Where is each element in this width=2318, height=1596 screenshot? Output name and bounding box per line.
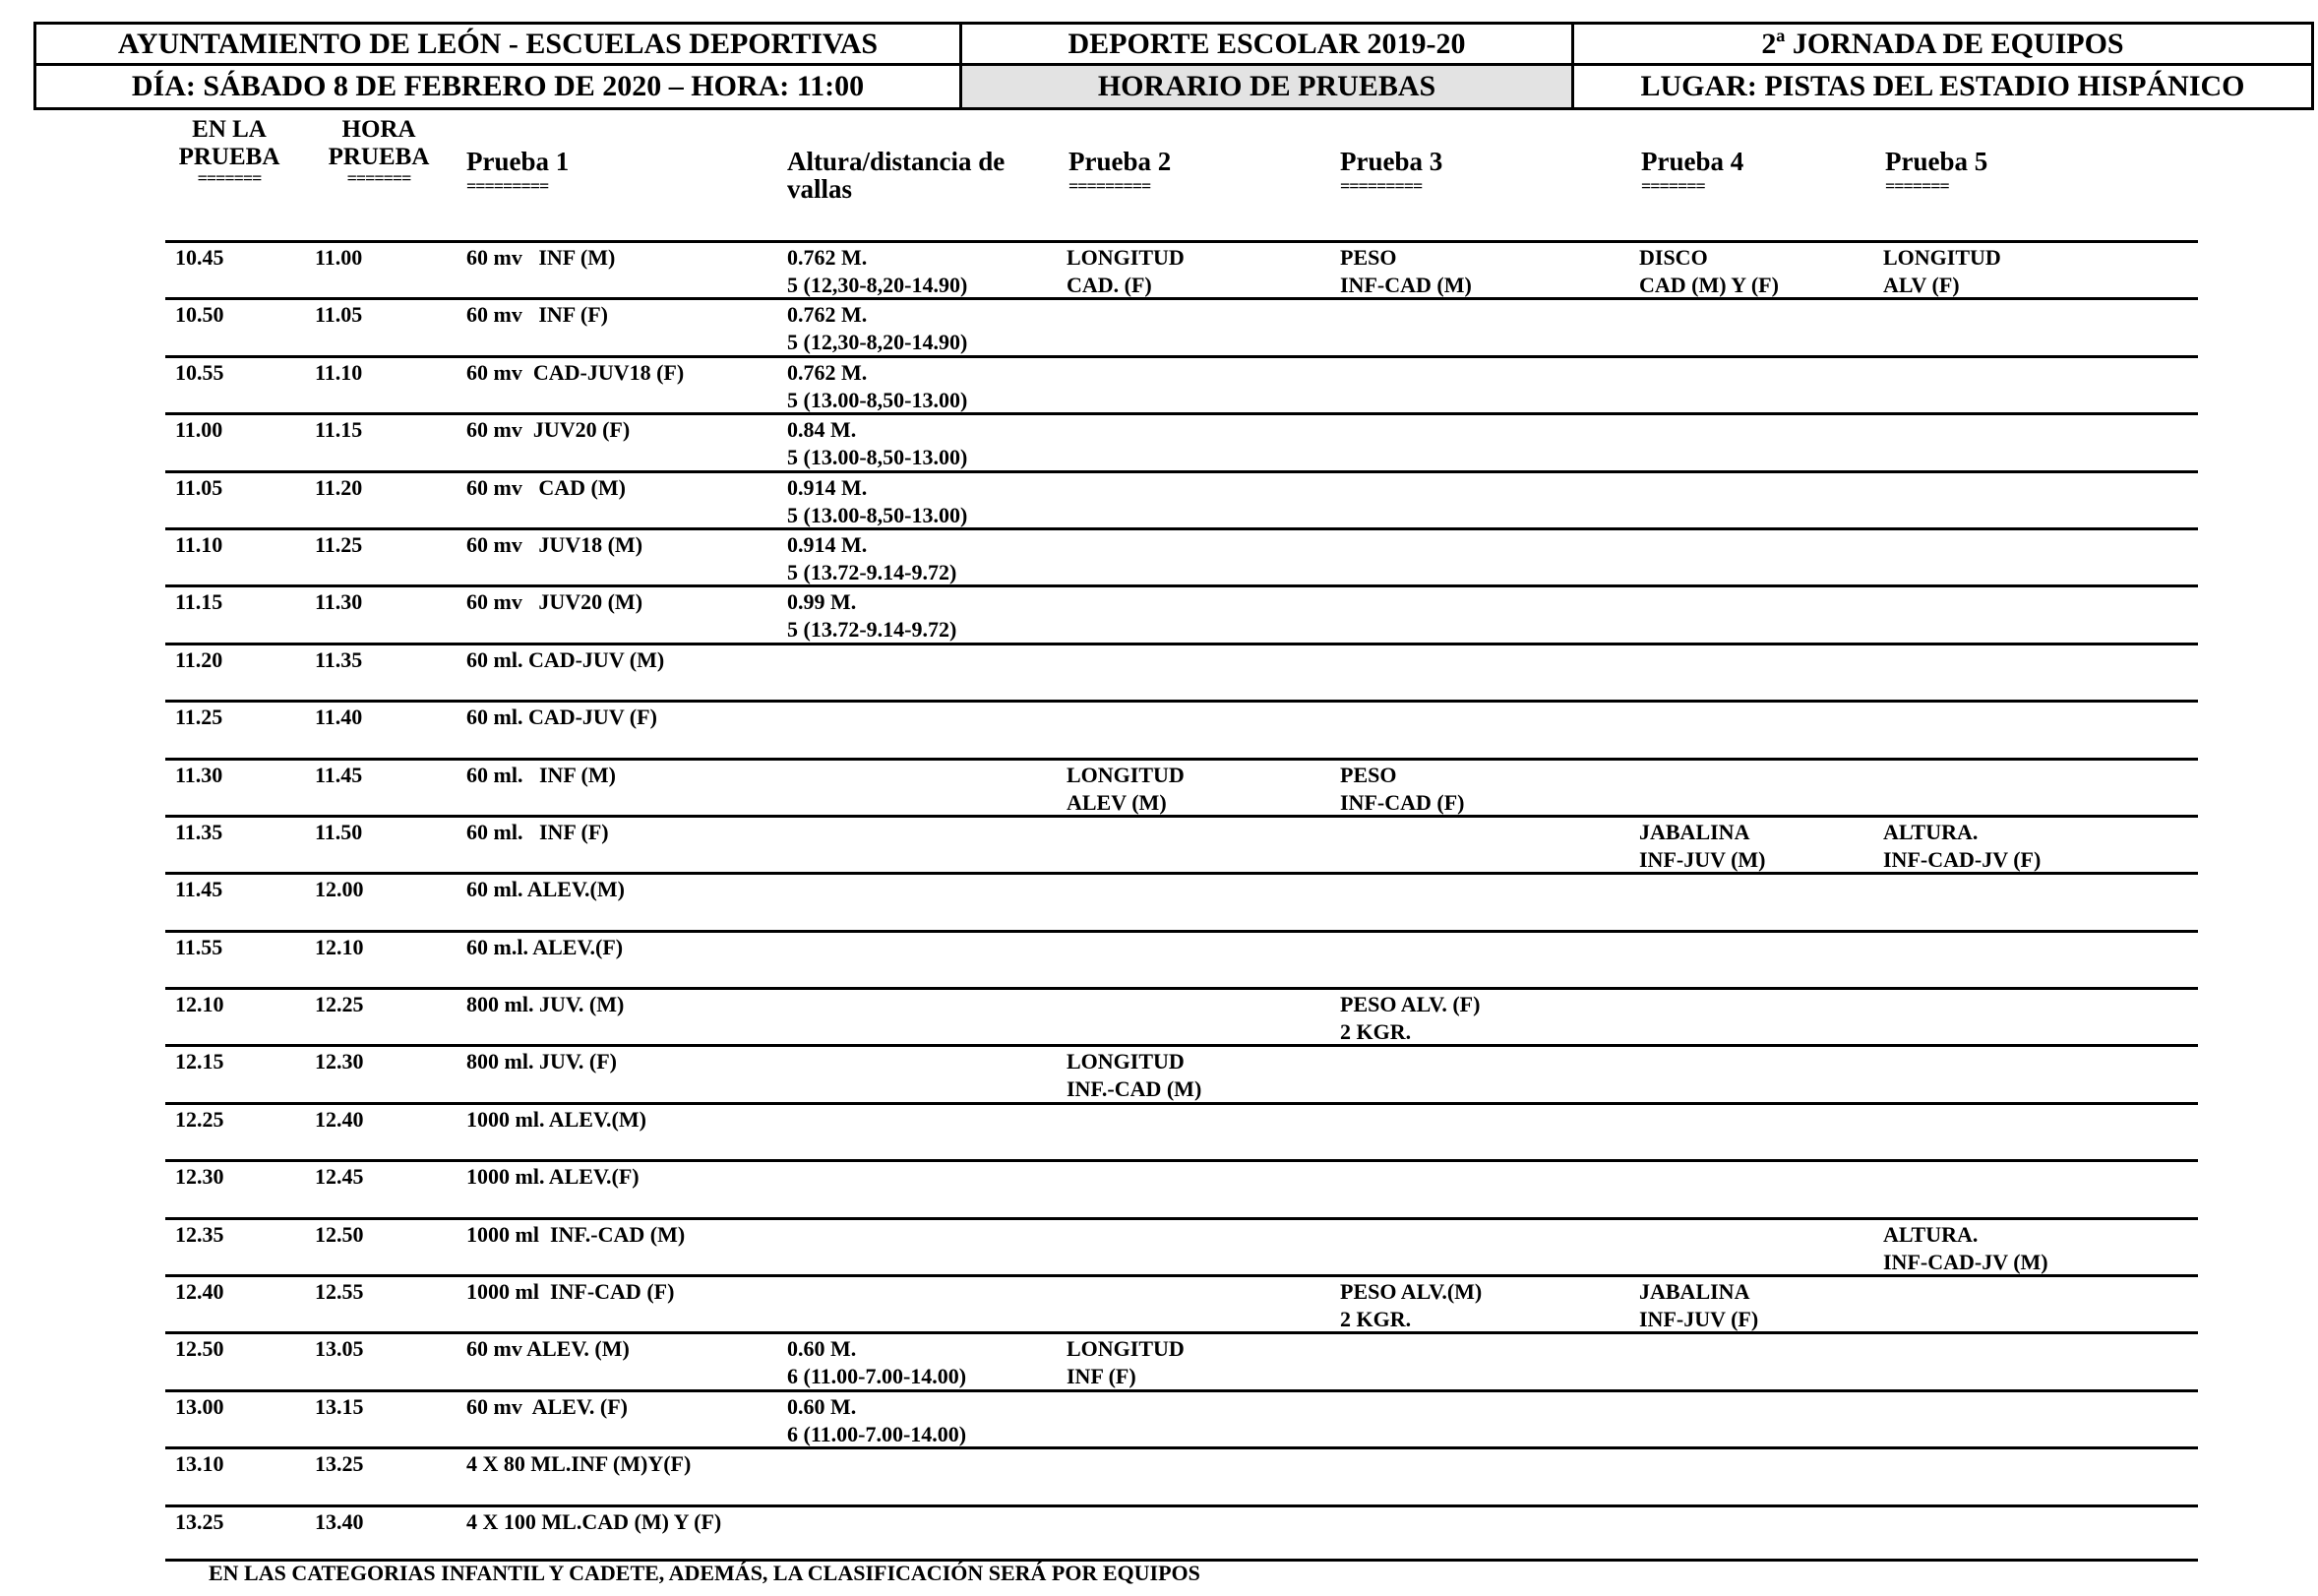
cell-prueba1: 60 mv ALEV. (M) xyxy=(466,1336,630,1362)
cell-prueba4: DISCO CAD (M) Y (F) xyxy=(1639,245,1779,297)
col-header-en-la-prueba-label: EN LA PRUEBA xyxy=(178,116,280,170)
cell-prueba1: 60 mv JUV18 (M) xyxy=(466,531,643,557)
cell-hurdle-spec: 0.914 M. 5 (13.00-8,50-13.00) xyxy=(787,474,968,527)
cell-time-hora-prueba: 11.40 xyxy=(315,705,363,730)
cell-time-hora-prueba: 11.20 xyxy=(315,474,363,500)
cell-prueba2: LONGITUD CAD. (F) xyxy=(1067,245,1185,297)
cell-prueba2: LONGITUD INF (F) xyxy=(1067,1336,1185,1389)
table-row xyxy=(165,412,2198,469)
cell-time-en-la-prueba: 12.50 xyxy=(175,1336,224,1362)
col-header-prueba2 xyxy=(1068,147,1172,196)
table-row xyxy=(165,355,2198,412)
cell-prueba1: 60 ml. INF (M) xyxy=(466,762,616,787)
cell-prueba5: ALTURA. INF-CAD-JV (F) xyxy=(1883,819,2042,872)
cell-prueba1: 60 ml. CAD-JUV (F) xyxy=(466,705,657,730)
table-row xyxy=(165,1389,2198,1446)
cell-hurdle-spec: 0.914 M. 5 (13.72-9.14-9.72) xyxy=(787,531,957,584)
table-row xyxy=(165,584,2198,642)
col-header-prueba2-label: Prueba 2 xyxy=(1068,147,1172,176)
cell-prueba3: PESO INF-CAD (F) xyxy=(1340,762,1465,815)
cell-time-hora-prueba: 13.25 xyxy=(315,1451,364,1477)
table-row xyxy=(165,1044,2198,1101)
table-row xyxy=(165,1504,2198,1562)
cell-time-en-la-prueba: 12.15 xyxy=(175,1049,224,1074)
cell-prueba3: PESO INF-CAD (M) xyxy=(1340,245,1472,297)
table-row xyxy=(165,758,2198,815)
cell-time-hora-prueba: 11.10 xyxy=(315,359,363,385)
col-header-prueba1 xyxy=(466,147,570,196)
cell-prueba5: LONGITUD ALV (F) xyxy=(1883,245,2001,297)
table-row xyxy=(165,1331,2198,1388)
cell-prueba1: 1000 ml INF-CAD (F) xyxy=(466,1279,675,1305)
cell-time-en-la-prueba: 10.55 xyxy=(175,359,224,385)
venue: LUGAR: PISTAS DEL ESTADIO HISPÁNICO xyxy=(1640,70,2245,102)
table-row xyxy=(165,815,2198,872)
cell-prueba4: JABALINA INF-JUV (M) xyxy=(1639,819,1766,872)
col-header-prueba4-label: Prueba 4 xyxy=(1641,147,1744,176)
cell-prueba1: 1000 ml. ALEV.(F) xyxy=(466,1164,640,1190)
col-header-prueba3-label: Prueba 3 xyxy=(1340,147,1443,176)
cell-prueba3: PESO ALV.(M) 2 KGR. xyxy=(1340,1279,1483,1332)
col-underline: ======= xyxy=(1885,176,1949,196)
cell-prueba3: PESO ALV. (F) 2 KGR. xyxy=(1340,992,1481,1045)
cell-time-en-la-prueba: 11.10 xyxy=(175,531,223,557)
cell-time-hora-prueba: 11.05 xyxy=(315,302,363,328)
cell-time-en-la-prueba: 11.55 xyxy=(175,934,223,959)
cell-prueba1: 60 mv CAD-JUV18 (F) xyxy=(466,359,685,385)
col-header-en-la-prueba xyxy=(175,116,283,188)
cell-time-en-la-prueba: 10.50 xyxy=(175,302,224,328)
cell-prueba1: 4 X 80 ML.INF (M)Y(F) xyxy=(466,1451,692,1477)
footnote: EN LAS CATEGORIAS INFANTIL Y CADETE, ADEMÁS, LA CLASIFICACIÓN SERÁ POR EQUIPOS xyxy=(209,1561,1200,1585)
cell-prueba1: 60 mv INF (M) xyxy=(466,245,616,270)
table-row xyxy=(165,470,2198,527)
col-underline: ======= xyxy=(1641,176,1705,196)
table-row xyxy=(165,1274,2198,1331)
cell-time-hora-prueba: 12.25 xyxy=(315,992,364,1017)
cell-prueba1: 60 ml. CAD-JUV (M) xyxy=(466,646,665,672)
table-row xyxy=(165,527,2198,584)
table-row xyxy=(165,930,2198,987)
cell-prueba1: 800 ml. JUV. (M) xyxy=(466,992,625,1017)
cell-prueba2: LONGITUD ALEV (M) xyxy=(1067,762,1185,815)
table-row xyxy=(165,700,2198,757)
cell-time-hora-prueba: 12.45 xyxy=(315,1164,364,1190)
col-header-prueba1-label: Prueba 1 xyxy=(466,147,570,176)
col-header-prueba3 xyxy=(1340,147,1443,196)
schedule-table xyxy=(165,240,2198,1562)
cell-time-hora-prueba: 13.40 xyxy=(315,1508,364,1534)
cell-time-hora-prueba: 12.55 xyxy=(315,1279,364,1305)
table-row xyxy=(165,1102,2198,1159)
cell-time-hora-prueba: 11.45 xyxy=(315,762,363,787)
table-row xyxy=(165,297,2198,354)
cell-prueba1: 800 ml. JUV. (F) xyxy=(466,1049,617,1074)
cell-time-hora-prueba: 11.30 xyxy=(315,589,363,615)
col-header-altura: Altura/distancia de vallas xyxy=(787,147,1006,204)
cell-time-hora-prueba: 11.25 xyxy=(315,531,363,557)
program-title: DEPORTE ESCOLAR 2019-20 xyxy=(962,25,1574,66)
col-underline: ========= xyxy=(1068,176,1151,196)
table-row xyxy=(165,987,2198,1044)
cell-prueba1: 60 m.l. ALEV.(F) xyxy=(466,934,624,959)
cell-time-hora-prueba: 12.30 xyxy=(315,1049,364,1074)
col-underline: ======= xyxy=(346,168,411,188)
cell-time-en-la-prueba: 11.25 xyxy=(175,705,223,730)
cell-prueba1: 60 ml. INF (F) xyxy=(466,819,609,844)
cell-time-en-la-prueba: 13.25 xyxy=(175,1508,224,1534)
cell-time-en-la-prueba: 12.25 xyxy=(175,1106,224,1132)
cell-hurdle-spec: 0.99 M. 5 (13.72-9.14-9.72) xyxy=(787,589,957,643)
cell-prueba5: ALTURA. INF-CAD-JV (M) xyxy=(1883,1221,2048,1274)
cell-hurdle-spec: 0.60 M. 6 (11.00-7.00-14.00) xyxy=(787,1393,967,1446)
cell-prueba1: 4 X 100 ML.CAD (M) Y (F) xyxy=(466,1508,722,1534)
cell-time-hora-prueba: 11.15 xyxy=(315,417,363,443)
cell-time-en-la-prueba: 11.00 xyxy=(175,417,223,443)
cell-time-en-la-prueba: 11.20 xyxy=(175,646,223,672)
table-row xyxy=(165,1446,2198,1504)
event-title: 2ª JORNADA DE EQUIPOS xyxy=(1574,25,2311,66)
col-header-prueba5-label: Prueba 5 xyxy=(1885,147,1988,176)
header-banner xyxy=(33,22,2314,110)
cell-time-en-la-prueba: 12.10 xyxy=(175,992,224,1017)
cell-time-en-la-prueba: 11.15 xyxy=(175,589,223,615)
cell-prueba4: JABALINA INF-JUV (F) xyxy=(1639,1279,1759,1332)
table-row xyxy=(165,240,2198,297)
col-underline: ======= xyxy=(197,168,262,188)
cell-time-en-la-prueba: 13.10 xyxy=(175,1451,224,1477)
cell-time-en-la-prueba: 13.00 xyxy=(175,1393,224,1419)
col-header-hora-prueba-label: HORA PRUEBA xyxy=(328,116,430,170)
cell-time-hora-prueba: 12.50 xyxy=(315,1221,364,1247)
cell-time-en-la-prueba: 12.30 xyxy=(175,1164,224,1190)
cell-time-hora-prueba: 13.15 xyxy=(315,1393,364,1419)
cell-time-en-la-prueba: 11.30 xyxy=(175,762,223,787)
cell-prueba1: 1000 ml INF.-CAD (M) xyxy=(466,1221,686,1247)
col-header-hora-prueba xyxy=(325,116,433,188)
cell-prueba1: 60 mv INF (F) xyxy=(466,302,608,328)
cell-time-en-la-prueba: 11.35 xyxy=(175,819,223,844)
table-row xyxy=(165,872,2198,929)
cell-prueba1: 60 mv JUV20 (F) xyxy=(466,417,631,443)
cell-time-en-la-prueba: 11.05 xyxy=(175,474,223,500)
table-row xyxy=(165,1159,2198,1216)
cell-time-hora-prueba: 11.50 xyxy=(315,819,363,844)
cell-time-en-la-prueba: 12.35 xyxy=(175,1221,224,1247)
cell-prueba1: 60 ml. ALEV.(M) xyxy=(466,877,625,902)
cell-time-hora-prueba: 13.05 xyxy=(315,1336,364,1362)
col-underline: ========= xyxy=(466,176,549,196)
cell-time-hora-prueba: 11.35 xyxy=(315,646,363,672)
schedule-title: HORARIO DE PRUEBAS xyxy=(962,66,1574,107)
cell-prueba1: 60 mv JUV20 (M) xyxy=(466,589,643,615)
cell-hurdle-spec: 0.84 M. 5 (13.00-8,50-13.00) xyxy=(787,417,968,470)
org-title: AYUNTAMIENTO DE LEÓN - ESCUELAS DEPORTIVAS xyxy=(36,25,962,66)
cell-time-hora-prueba: 11.00 xyxy=(315,245,363,270)
cell-prueba1: 60 mv ALEV. (F) xyxy=(466,1393,628,1419)
cell-prueba1: 1000 ml. ALEV.(M) xyxy=(466,1106,646,1132)
cell-time-en-la-prueba: 12.40 xyxy=(175,1279,224,1305)
cell-time-hora-prueba: 12.00 xyxy=(315,877,364,902)
col-header-prueba5 xyxy=(1885,147,1988,196)
cell-prueba1: 60 mv CAD (M) xyxy=(466,474,626,500)
cell-hurdle-spec: 0.762 M. 5 (12,30-8,20-14.90) xyxy=(787,245,968,297)
table-row xyxy=(165,643,2198,700)
cell-hurdle-spec: 0.762 M. 5 (12,30-8,20-14.90) xyxy=(787,302,968,355)
cell-prueba2: LONGITUD INF.-CAD (M) xyxy=(1067,1049,1202,1102)
cell-hurdle-spec: 0.60 M. 6 (11.00-7.00-14.00) xyxy=(787,1336,967,1389)
date-time: DÍA: SÁBADO 8 DE FEBRERO DE 2020 – HORA: 11:00 xyxy=(36,66,962,107)
cell-time-hora-prueba: 12.40 xyxy=(315,1106,364,1132)
cell-time-en-la-prueba: 11.45 xyxy=(175,877,223,902)
cell-hurdle-spec: 0.762 M. 5 (13.00-8,50-13.00) xyxy=(787,359,968,412)
cell-time-en-la-prueba: 10.45 xyxy=(175,245,224,270)
cell-time-hora-prueba: 12.10 xyxy=(315,934,364,959)
col-header-prueba4 xyxy=(1641,147,1744,196)
col-underline: ========= xyxy=(1340,176,1423,196)
table-row xyxy=(165,1217,2198,1274)
